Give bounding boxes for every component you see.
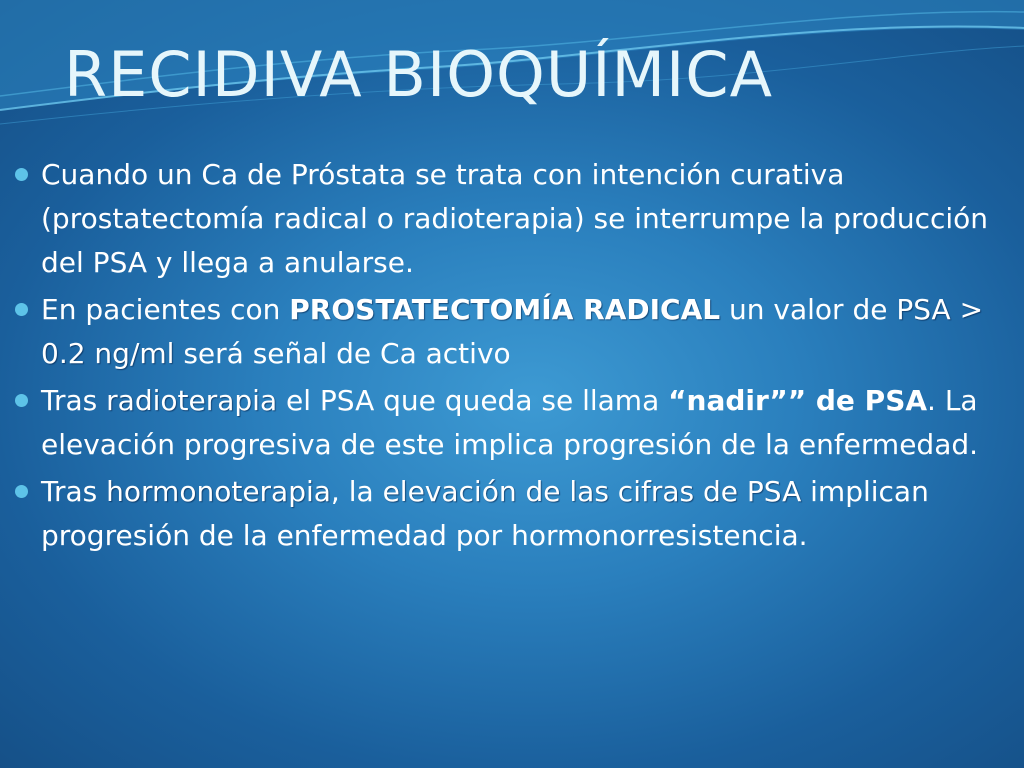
bullet-list: [8, 153, 1018, 561]
bullet-emphasis: PROSTATECTOMÍA RADICAL: [289, 293, 721, 326]
bullet-dot-icon: [15, 168, 28, 181]
bullet-item: [8, 153, 1018, 285]
bullet-text: En pacientes con: [41, 293, 290, 326]
bullet-emphasis: elevación de las cifras de PSA: [382, 475, 802, 508]
bullet-emphasis: hormonoterapia: [106, 475, 331, 508]
bullet-text: Tras: [41, 384, 107, 417]
bullet-emphasis: PSA > 0.2 ng/ml: [41, 293, 984, 370]
bullet-dot-icon: [15, 485, 28, 498]
bullet-text: el PSA que queda se llama: [277, 384, 669, 417]
bullet-text: , la: [330, 475, 383, 508]
bullet-text: implican progresión de la enfermedad por hormonorresistencia.: [41, 475, 929, 552]
bullet-item: [8, 470, 1018, 558]
slide-title: RECIDIVA BIOQUÍMICA: [64, 38, 773, 111]
bullet-text: será señal de Ca activo: [174, 337, 511, 370]
bullet-emphasis: “nadir”” de PSA: [668, 384, 928, 417]
bullet-item: [8, 379, 1018, 467]
bullet-dot-icon: [15, 303, 28, 316]
bullet-text: . La elevación progresiva de este implica progresión de la enfermedad.: [41, 384, 979, 461]
bullet-text: Cuando un Ca de Próstata se trata con intención curativa (prostatectomía radical o radioterapia) se interrumpe la producción del PSA y llega a anularse.: [41, 158, 989, 279]
bullet-text: Tras: [41, 475, 107, 508]
bullet-emphasis: radioterapia: [106, 384, 278, 417]
bullet-text: un valor de: [720, 293, 897, 326]
bullet-item: [8, 288, 1018, 376]
bullet-dot-icon: [15, 394, 28, 407]
